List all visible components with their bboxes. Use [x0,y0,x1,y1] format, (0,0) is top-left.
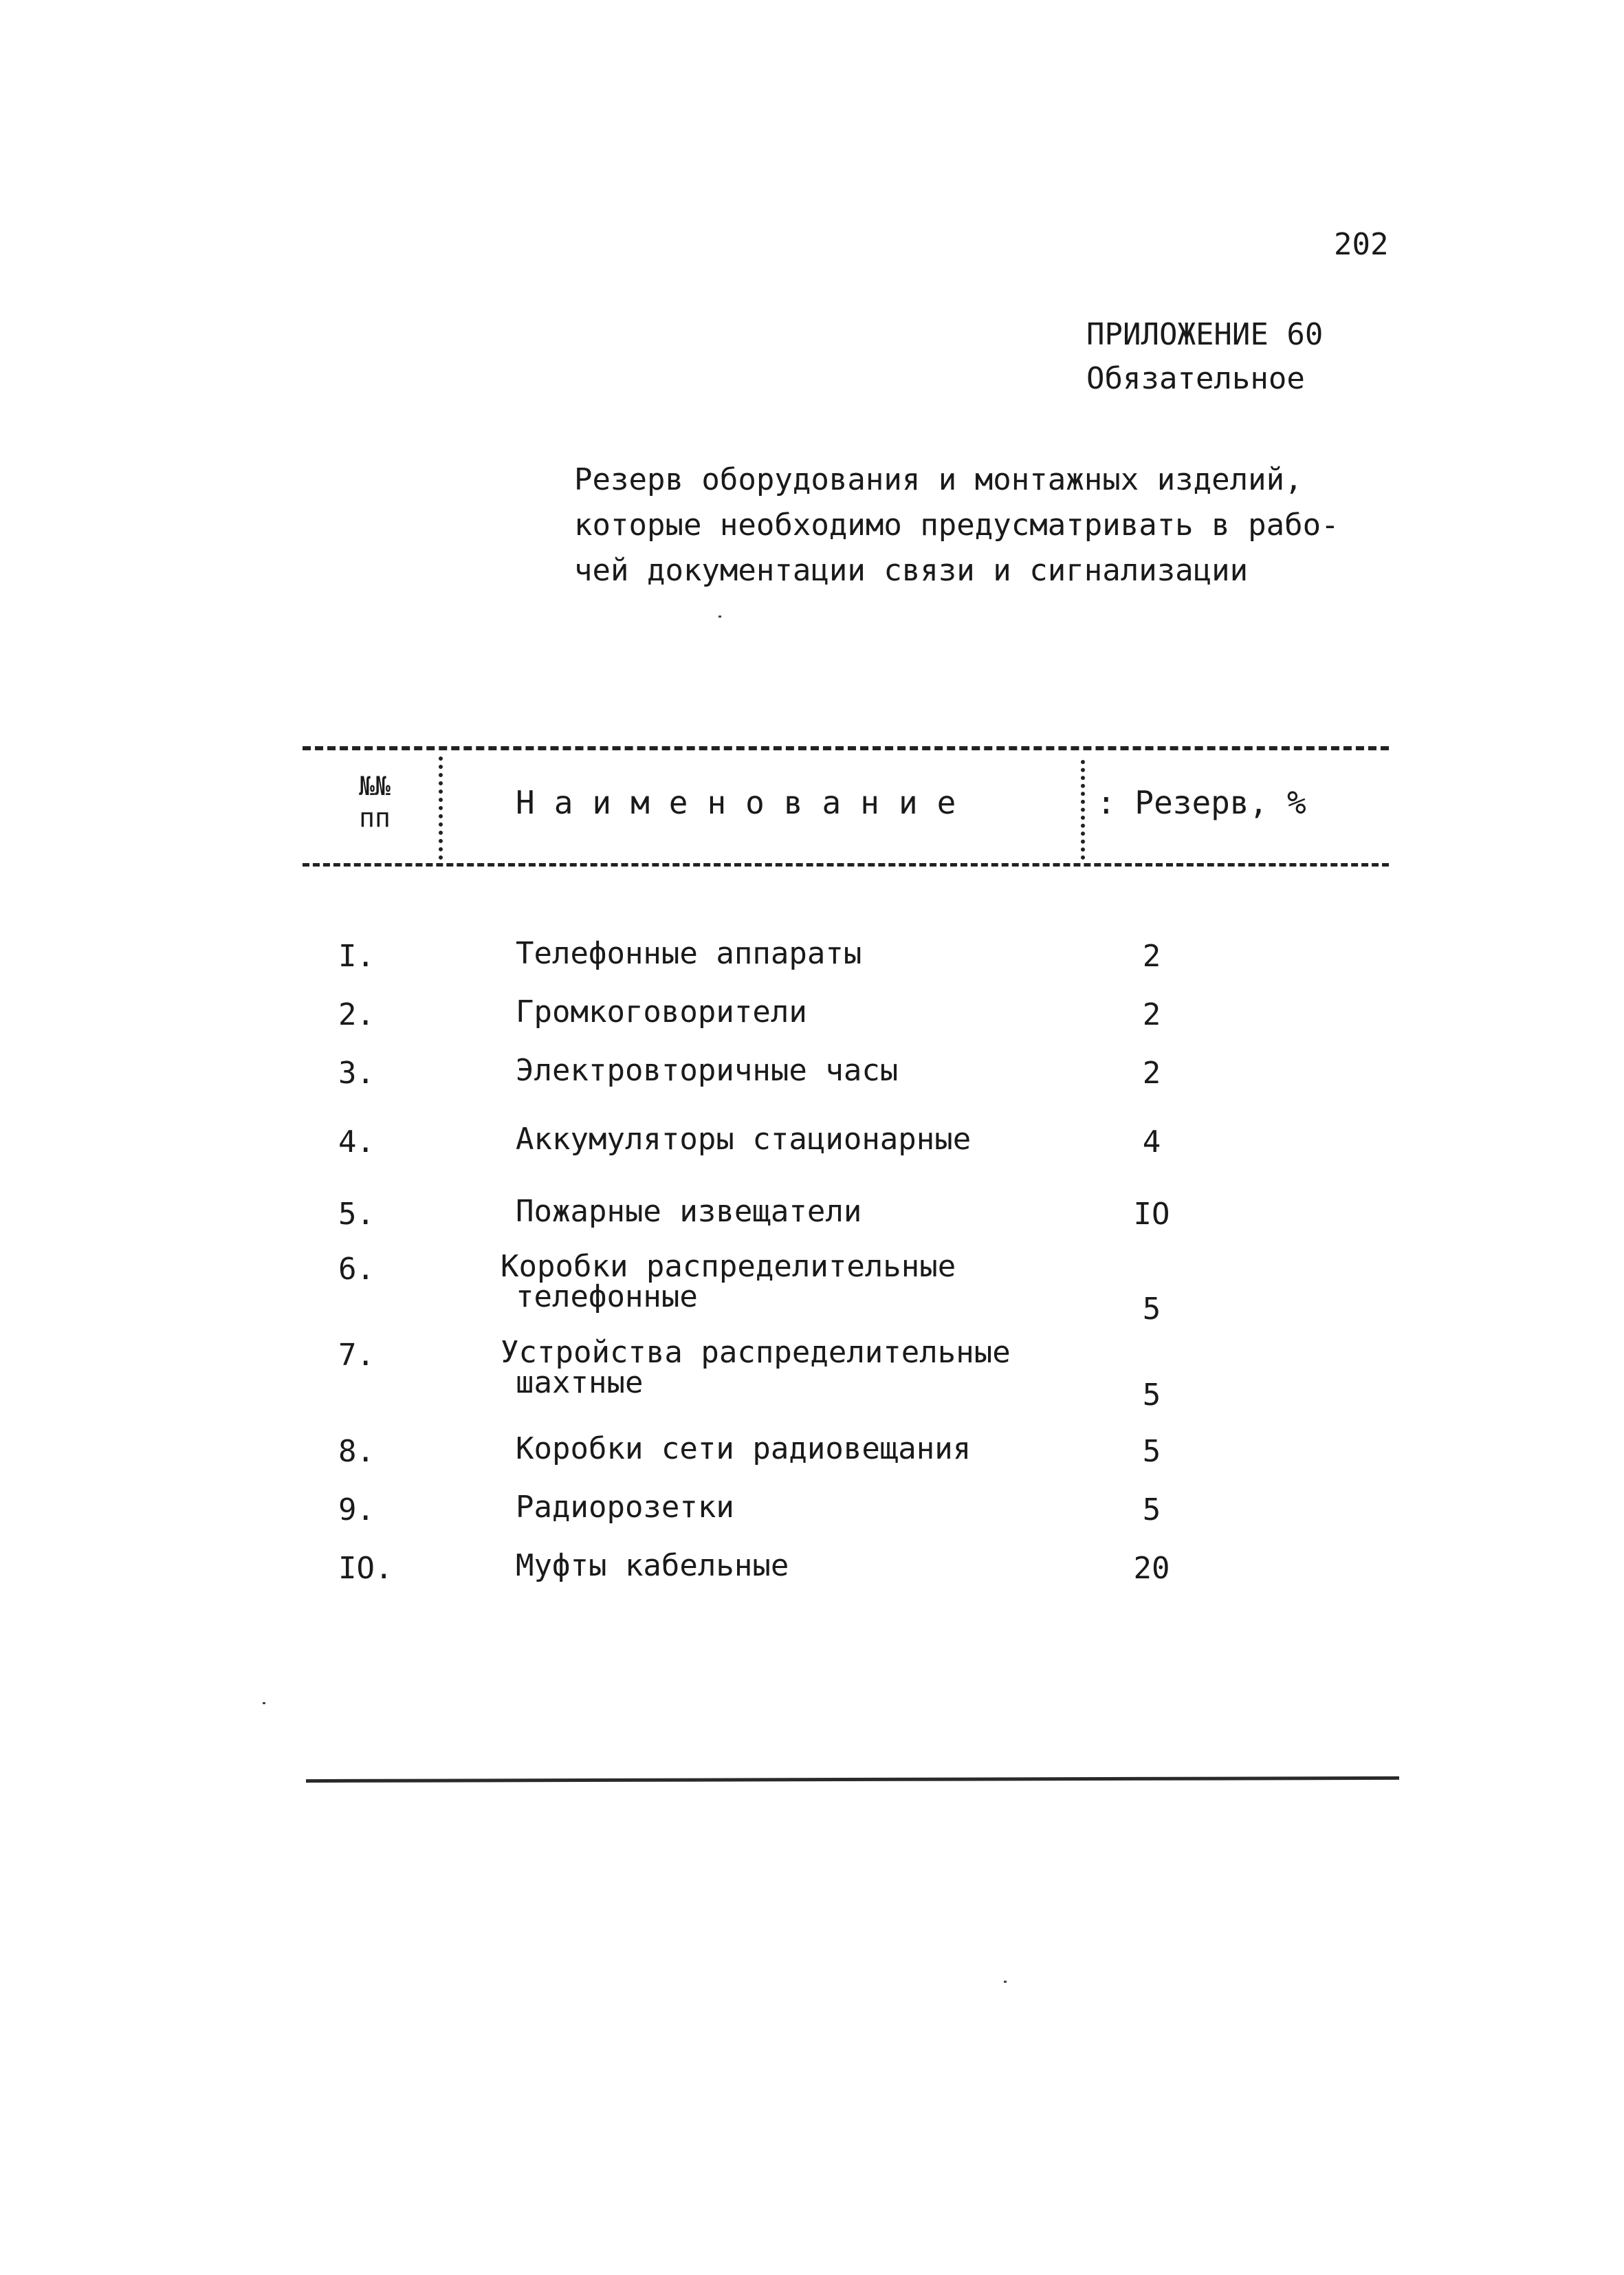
row-reserve-value: 20 [1133,1551,1170,1586]
header-reserve-column: : Резерв, % [1097,784,1306,821]
row-number: 2. [338,997,375,1032]
row-number: 9. [338,1492,375,1527]
row-reserve-value: 5 [1142,1434,1161,1469]
row-name: Пожарные извещатели [516,1194,862,1229]
title-line-1: Резерв оборудования и монтажных изделий, [574,462,1303,497]
header-number-line-1: №№ [359,771,391,801]
row-reserve-value: 2 [1142,997,1161,1032]
appendix-label: ПРИЛОЖЕНИЕ 60 [1086,317,1324,352]
row-number: 3. [338,1056,375,1091]
page-number: 202 [1334,227,1389,262]
row-name: Электровторичные часы [516,1053,899,1088]
scan-speck [718,616,721,618]
header-name-column: Наименование [516,784,976,821]
row-number: I. [338,939,375,974]
row-name-line-1: Коробки распределительные [501,1249,956,1284]
row-name: Аккумуляторы стационарные [516,1122,972,1157]
row-name [501,1335,1011,1400]
row-number: 4. [338,1124,375,1160]
scan-speck [263,1702,265,1704]
row-reserve-value: 5 [1142,1492,1161,1527]
row-number: 8. [338,1434,375,1469]
header-number-line-2: пп [359,803,391,833]
row-reserve-value: 4 [1142,1124,1161,1160]
row-name-line-1: Устройства распределительные [501,1335,1011,1370]
row-name: Громкоговорители [516,994,807,1030]
row-name-line-2: телефонные [516,1279,698,1314]
row-name: Коробки сети радиовещания [516,1431,972,1466]
row-number: 6. [338,1252,375,1287]
row-reserve-value: IO [1133,1197,1170,1232]
row-number: 7. [338,1338,375,1373]
row-reserve-value: 2 [1142,1056,1161,1091]
appendix-status: Обязательное [1086,361,1305,396]
row-name: Телефонные аппараты [516,936,862,971]
row-reserve-value: 5 [1142,1292,1161,1327]
row-name-line-2: шахтные [516,1365,644,1400]
scan-speck [1004,1981,1007,1983]
row-name: Радиорозетки [516,1490,734,1525]
row-number: 5. [338,1197,375,1232]
title-line-2: которые необходимо предусматривать в рабо- [574,508,1339,543]
row-reserve-value: 2 [1142,939,1161,974]
row-name [501,1249,956,1314]
row-reserve-value: 5 [1142,1378,1161,1413]
title-line-3: чей документации связи и сигнализации [574,553,1249,588]
row-number: IO. [338,1551,393,1586]
row-name: Муфты кабельные [516,1548,789,1583]
